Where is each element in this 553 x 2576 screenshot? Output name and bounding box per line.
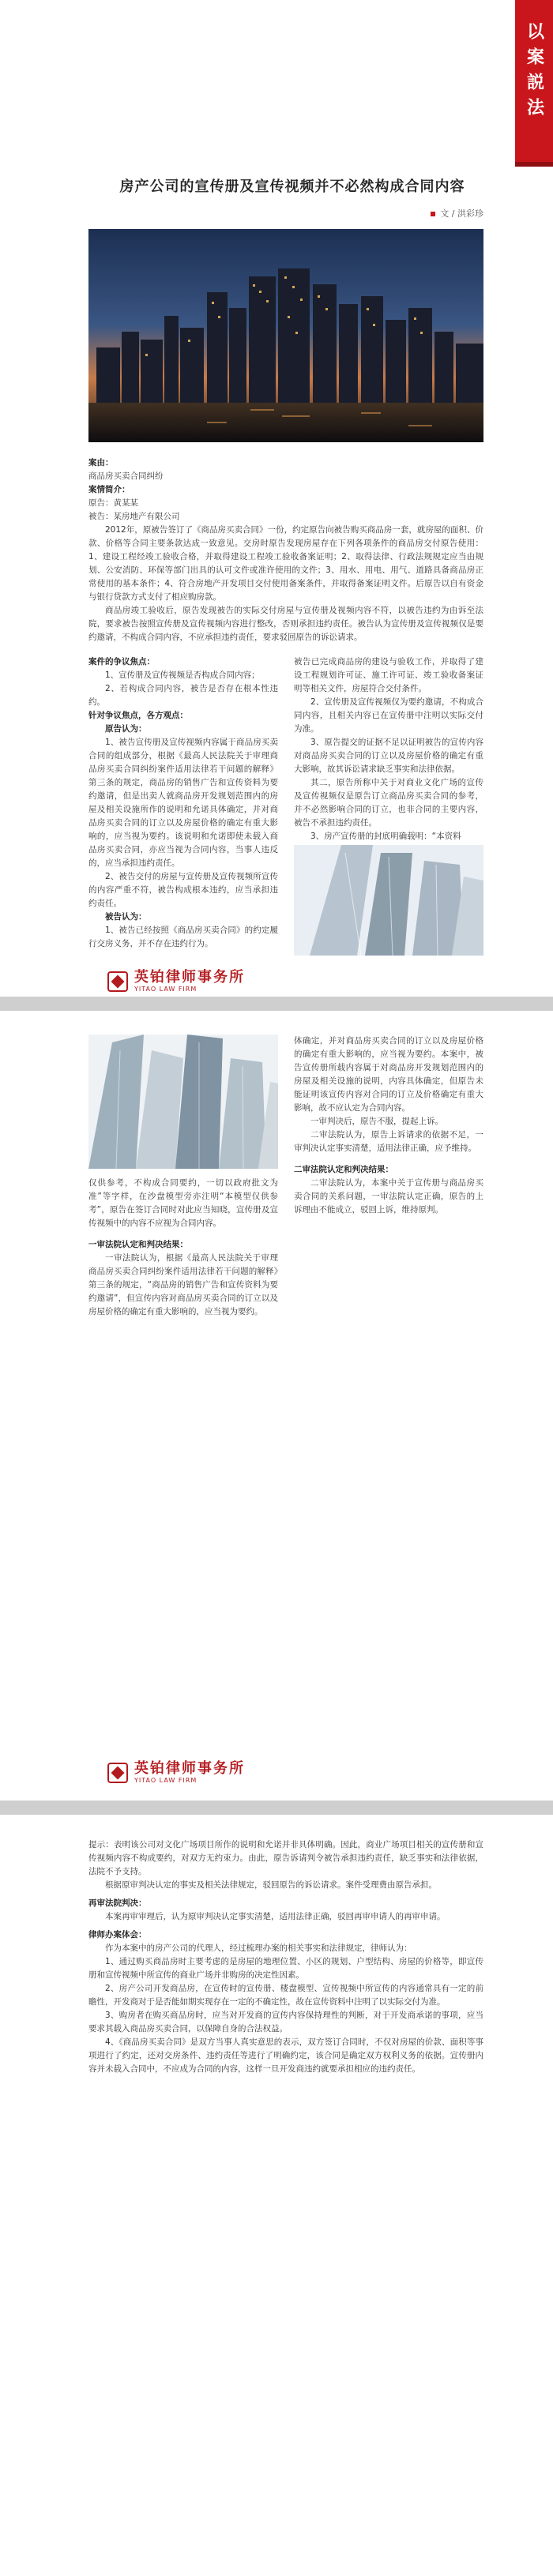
retrial-label: 再审法院判决： — [88, 1898, 147, 1908]
views-heading: 针对争议焦点，各方观点： — [88, 711, 188, 720]
page3-paragraph-1: 提示：表明该公司对文化广场项目所作的说明和允诺并非具体明确。因此，商业广场项目相关的宣传册和宣传视频内容不构成要约，对双方无约束力。由此，原告诉请判令被告承担违约责任，缺乏事实和法律依据，法院不予支持。 — [88, 1840, 483, 1876]
lawyer-experience-label: 律师办案体会： — [88, 1930, 147, 1940]
page2-left-column — [88, 1177, 278, 1319]
defendant-view-1: 1、被告已经按照《商品房买卖合同》的约定履行交房义务，并不存在违约行为。 — [88, 926, 278, 948]
dispute-focus-2: 2、若构成合同内容，被告是否存在根本性违约。 — [88, 684, 278, 707]
law-firm-logo — [107, 970, 245, 993]
page3-paragraph-2: 根据原审判决认定的事实及相关法律规定，驳回原告的诉讼请求。案件受理费由原告承担。 — [105, 1880, 437, 1890]
dispute-heading: 案件的争议焦点： — [88, 657, 155, 667]
plaintiff-view-label: 原告认为： — [105, 724, 147, 734]
right-paragraph-2: 2、宣传册及宣传视频仅为要约邀请，不构成合同内容，且相关内容已在宣传册中注明以实际交付为准。 — [294, 697, 483, 734]
page2-right-paragraph-3: 二审法院认为，原告上诉请求的依据不足，一审判决认定事实清楚，适用法律正确，应予维持。 — [294, 1130, 483, 1153]
page-separator — [0, 1801, 553, 1815]
law-firm-name-cn: 英铂律师事务所 — [134, 1760, 245, 1777]
plaintiff: 原告：黄某某 — [88, 498, 138, 508]
page2-right-column — [294, 1035, 483, 1217]
right-paragraph-3: 3、原告提交的证据不足以证明被告的宣传内容对商品房买卖合同的订立以及房屋价格的确定有重大影响，故其诉讼请求缺乏事实和法律依据。 — [294, 738, 483, 774]
office-buildings-image — [294, 845, 483, 956]
plaintiff-view-2: 2、被告交付的房屋与宣传册及宣传视频所宣传的内容严重不符，被告构成根本违约，应当承担违约责任。 — [88, 872, 278, 908]
city-skyline-image — [88, 229, 483, 442]
page-separator — [0, 997, 553, 1011]
right-paragraph-4: 其二，原告所称中关于对商业文化广场的宣传及宣传视频仅是原告订立商品房买卖合同的参考，并不必然影响合同的订立，也非合同的主要内容，被告不承担违约责任。 — [294, 778, 483, 828]
author-marker-icon — [431, 212, 435, 216]
law-firm-name-en: YITAO LAW FIRM — [134, 1777, 198, 1784]
law-firm-name-cn: 英铂律师事务所 — [134, 969, 245, 986]
right-column — [294, 655, 483, 843]
right-paragraph-5: 3、房产宣传册的封底明确载明：“本资料 — [310, 832, 461, 841]
law-firm-emblem-icon — [107, 971, 128, 992]
author-line: 文 / 洪彩珍 — [431, 207, 483, 220]
page2-right-paragraph-4: 二审法院认为，本案中关于宣传册与商品房买卖合同的关系问题，一审法院认定正确，原告的上诉理由不能成立，驳回上诉，维持原判。 — [294, 1178, 483, 1215]
section-tab — [515, 0, 553, 166]
defendant-view-label: 被告认为： — [105, 912, 147, 922]
page2-left-paragraph-1: 仅供参考，不构成合同要约，一切以政府批文为准”等字样，在沙盘模型旁亦注明“本模型仅供参考”，原告在签订合同时对此应当知晓，宣传册及宣传视频中的内容不应视为合同内容。 — [88, 1178, 278, 1228]
retrial-paragraph: 本案再审审理后，认为原审判决认定事实清楚，适用法律正确，驳回再审申请人的再审申请。 — [105, 1912, 446, 1921]
page2-right-paragraph-2: 一审判决后，原告不服，提起上诉。 — [310, 1117, 443, 1126]
lawyer-paragraph-4: 4、《商品房买卖合同》是双方当事人真实意思的表示，双方签订合同时，不仅对房屋的价款、面积等事项进行了约定，还对交房条件、违约责任等进行了明确约定，该合同是确定双方权利义务的依据。宣传册内容并未载入合同中，不应成为合同的内容，这样一旦开发商违约就要承担相应的违约责任。 — [88, 2037, 483, 2074]
lawyer-paragraph-2: 2、房产公司开发商品房，在宣传时的宣传册、楼盘模型、宣传视频中所宣传的内容通常具有一定的前瞻性，开发商对于是否能如期实现存在一定的不确定性，故在宣传资料中注明了以实际交付为准。 — [88, 1984, 483, 2007]
left-column — [88, 655, 278, 951]
law-firm-emblem-icon — [107, 1763, 128, 1783]
lawyer-paragraph-3: 3、购房者在购买商品房时，应当对开发商的宣传内容保持理性的判断，对于开发商承诺的事项，应当要求其载入商品房买卖合同，以保障自身的合法权益。 — [88, 2011, 483, 2033]
page-3 — [0, 1815, 553, 2576]
law-firm-logo — [107, 1761, 245, 1784]
first-instance-label: 一审法院认定和判决结果： — [88, 1240, 188, 1249]
second-instance-label: 二审法院认定和判决结果： — [294, 1165, 393, 1174]
page2-right-paragraph-1: 体确定，并对商品房买卖合同的订立以及房屋价格的确定有重大影响的，应当视为要约。本案中，被告宣传册所载内容属于对商品房开发规划范围内的房屋及相关设施的说明，内容具体确定，但原告未能证明该宣传内容对合同的订立及价格确定有重大影响，故不应认定为合同内容。 — [294, 1036, 483, 1113]
page-1 — [0, 0, 553, 997]
lawyer-paragraph-0: 作为本案中的房产公司的代理人，经过梳理办案的相关事实和法律规定，律师认为： — [105, 1943, 412, 1953]
case-name: 商品房买卖合同纠纷 — [88, 471, 164, 481]
right-paragraph-1: 被告已完成商品房的建设与验收工作，并取得了建设工程规划许可证、施工许可证、竣工验收备案证明等相关文件，房屋符合交付条件。 — [294, 657, 483, 693]
article-title: 房产公司的宣传册及宣传视频并不必然构成合同内容 — [119, 178, 465, 195]
defendant: 被告：某房地产有限公司 — [88, 512, 180, 521]
lawyer-paragraph-1: 1、通过购买商品房时主要考虑的是房屋的地理位置、小区的规划、户型结构、房屋的价格等，即宣传册和宣传视频中所宣传的商业广场并非购房的决定性因素。 — [88, 1957, 483, 1980]
case-intro — [88, 456, 483, 644]
page-2 — [0, 1011, 553, 1801]
dispute-focus-1: 1、宣传册及宣传视频是否构成合同内容； — [105, 670, 260, 680]
facts-label: 案情简介： — [88, 485, 130, 494]
facts-paragraph-1: 2012年，原被告签订了《商品房买卖合同》一份，约定原告向被告购买商品房一套，就房屋的面积、价款、价格等合同主要条款达成一致意见。交房时原告发现房屋存在下列各项条件的商品房交付原告使用：1、建设工程经竣工验收合格，并取得建设工程竣工验收备案证明；2、取得法律、行政法规规定应当由规划、公安消防、环保等部门出具的认可文件或准许使用的文件；3、用水、用电、用气、道路具备商品房正常使用的基本条件；4、符合房地产开发项目交付使用备案条件，并取得备案证明文件。后原告以自有资金与银行贷款方式支付了相应购房款。 — [88, 525, 483, 602]
section-tab-label: 以案説法 — [524, 22, 544, 123]
law-firm-name-en: YITAO LAW FIRM — [134, 986, 198, 993]
plaintiff-view-1: 1、被告宣传册及宣传视频内容属于商品房买卖合同的组成部分，根据《最高人民法院关于审理商品房买卖合同纠纷案件适用法律若干问题的解释》第三条的规定，商品房的销售广告和宣传资料为要约邀请，但是出卖人就商品房开发规划范围内的房屋及相关设施所作的说明和允诺具体确定，并对商品房买卖合同的订立以及房屋价格的确定有重大影响的，应当视为要约。该说明和允诺即使未载入商品房买卖合同，亦应当视为合同内容，当事人违反的，应当承担违约责任。 — [88, 738, 278, 868]
facts-paragraph-2: 商品房竣工验收后，原告发现被告的实际交付房屋与宣传册及视频内容不符，以被告违约为由诉至法院，要求被告按照宣传册及宣传视频内容进行整改，否则承担违约责任。被告认为宣传册及宣传视频仅是要约邀请，不构成合同内容，不应承担违约责任，要求驳回原告的诉讼请求。 — [88, 606, 483, 642]
skyscrapers-image — [88, 1035, 278, 1169]
page3-content — [88, 1838, 483, 2076]
case-label: 案由： — [88, 458, 114, 468]
page2-left-paragraph-2: 一审法院认为，根据《最高人民法院关于审理商品房买卖合同纠纷案件适用法律若干问题的解释》第三条的规定，“商品房的销售广告和宣传资料为要约邀请”，但宣传内容对商品房买卖合同的订立以及房屋价格的确定有重大影响的，应当视为要约。 — [88, 1253, 278, 1316]
